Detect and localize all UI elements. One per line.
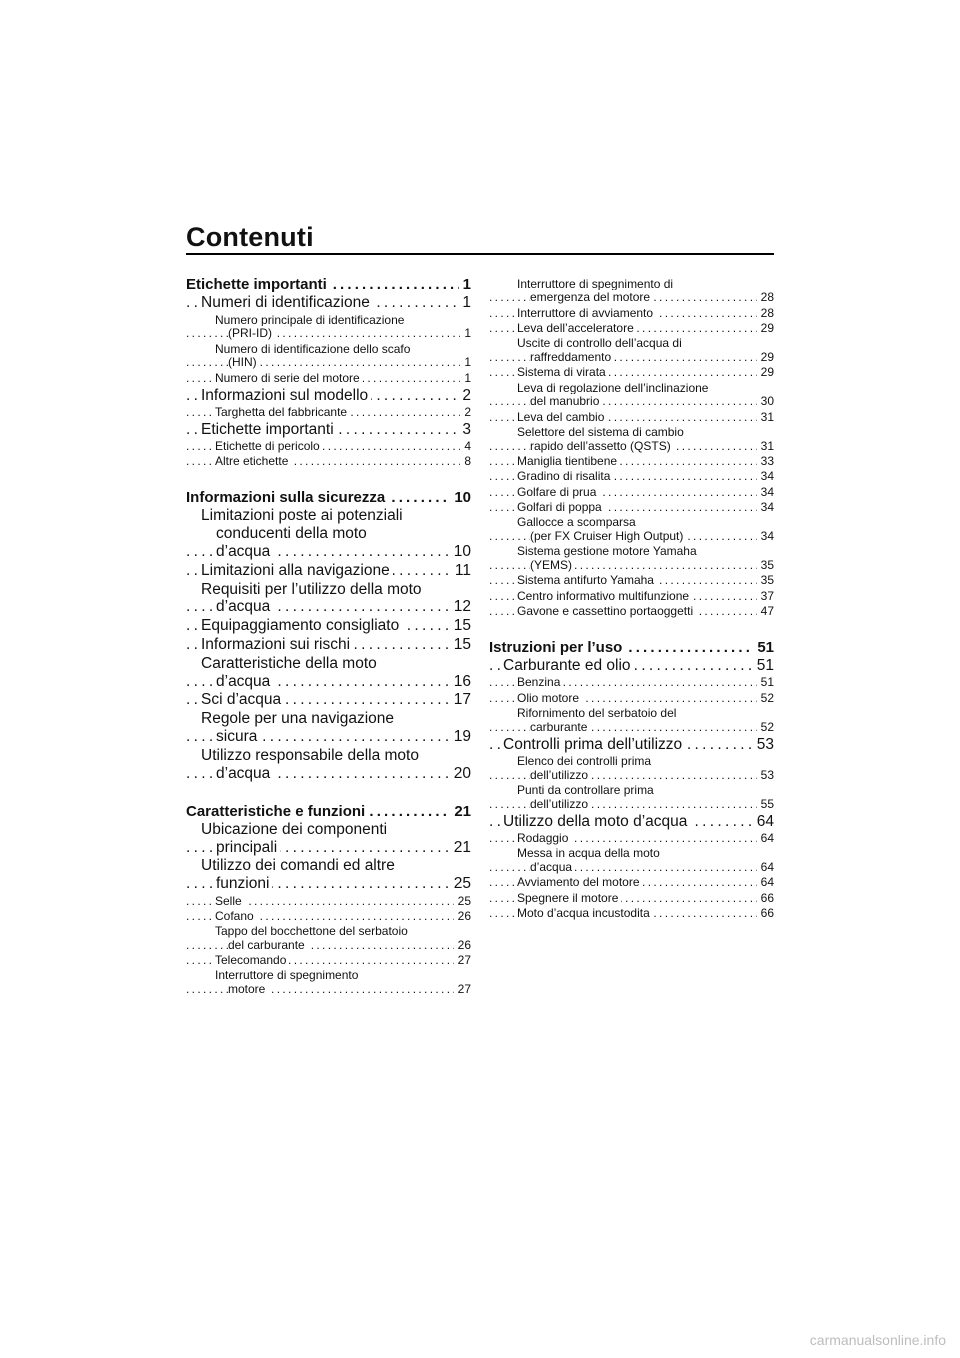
toc-page-number: 10 — [450, 543, 471, 561]
toc-entry-level-3[interactable] — [186, 440, 471, 454]
toc-entry-title: (YEMS) — [530, 558, 575, 572]
toc-page-number: 28 — [757, 307, 774, 321]
toc-entry-level-3[interactable] — [186, 910, 471, 924]
toc-entry-level-3[interactable] — [489, 366, 774, 380]
toc-entry-level-3[interactable] — [489, 574, 774, 588]
toc-entry-title: Numero principale di identificazione — [215, 314, 407, 327]
toc-entry-title: Selle — [215, 895, 245, 908]
toc-entry-level-2[interactable] — [186, 387, 471, 405]
toc-entry-title: Altre etichette — [215, 455, 291, 468]
toc-page-number: 10 — [450, 489, 471, 506]
toc-entry-level-2[interactable] — [186, 821, 471, 857]
toc-entry-level-3[interactable] — [489, 605, 774, 619]
toc-page-number: 15 — [450, 617, 471, 635]
toc-entry-level-3[interactable] — [489, 382, 774, 410]
toc-entry-level-2[interactable] — [186, 421, 471, 439]
toc-entry-title: Targhetta del fabbricante — [215, 406, 350, 419]
toc-entry-title: raffreddamento — [530, 350, 614, 364]
toc-page-number: 3 — [458, 421, 471, 439]
toc-entry-title: Interruttore di spegnimento di — [517, 278, 676, 291]
toc-entry-title: Golfari di poppa — [517, 501, 605, 514]
toc-page-number: 12 — [450, 598, 471, 616]
toc-entry-level-2[interactable] — [186, 710, 471, 746]
toc-entry-title: d’acqua — [216, 598, 273, 615]
toc-entry-title: Informazioni sul modello — [201, 387, 371, 404]
toc-entry-title: Sci d’acqua — [201, 691, 284, 708]
toc-entry-level-2[interactable] — [186, 747, 471, 783]
toc-entry-level-3[interactable] — [489, 676, 774, 690]
toc-entry-title: dell’utilizzo — [530, 797, 591, 811]
toc-entry-title: Istruzioni per l’uso — [489, 639, 625, 656]
toc-entry-title: Utilizzo della moto d’acqua — [503, 813, 690, 830]
toc-page-number: 21 — [450, 803, 471, 820]
toc-entry-title: Gradino di risalita — [517, 470, 613, 483]
toc-page-number: 37 — [757, 590, 774, 604]
toc-entry-title: Ubicazione dei componenti — [201, 821, 390, 838]
toc-entry-title: Numero di identificazione dello scafo — [215, 343, 413, 356]
toc-page-number: 26 — [454, 939, 471, 953]
toc-entry-title: motore — [228, 982, 268, 996]
toc-entry-title: Uscite di controllo dell’acqua di — [517, 337, 685, 350]
toc-page-number: 25 — [450, 875, 471, 893]
toc-entry-title: d’acqua — [216, 673, 273, 690]
toc-page-number: 28 — [757, 291, 774, 305]
toc-entry-title: rapido dell’assetto (QSTS) — [530, 439, 674, 453]
toc-entry-level-2[interactable] — [186, 294, 471, 312]
toc-page-number: 4 — [460, 440, 471, 454]
toc-entry-level-2[interactable] — [186, 562, 471, 580]
toc-entry-title: (HIN) — [228, 355, 260, 369]
toc-page-number: 27 — [454, 954, 471, 968]
toc-entry-title: Regole per una navigazione — [201, 710, 397, 727]
toc-page-number: 31 — [757, 411, 774, 425]
toc-entry-level-3[interactable] — [186, 343, 471, 371]
toc-column-left — [186, 276, 471, 997]
toc-entry-title: Leva di regolazione dell’inclinazione — [517, 382, 711, 395]
toc-entry-title: Sistema di virata — [517, 366, 609, 379]
toc-page-number: 53 — [757, 769, 774, 783]
toc-entry-title: Sistema antifurto Yamaha — [517, 574, 657, 587]
toc-entry-title: Caratteristiche della moto — [201, 655, 380, 672]
toc-entry-title: Rodaggio — [517, 832, 571, 845]
toc-entry-level-3[interactable] — [489, 307, 774, 321]
toc-page-number: 15 — [450, 636, 471, 654]
toc-entry-level-3[interactable] — [489, 337, 774, 365]
toc-entry-level-3[interactable] — [186, 406, 471, 420]
title-rule — [186, 253, 774, 255]
toc-entry-level-3[interactable] — [489, 455, 774, 469]
toc-entry-title: sicura — [216, 728, 260, 745]
toc-page-number: 52 — [757, 721, 774, 735]
toc-entry-level-3[interactable] — [489, 755, 774, 783]
toc-entry-title: Benzina — [517, 676, 563, 689]
toc-entry-title: Leva del cambio — [517, 411, 607, 424]
toc-page-number: 1 — [460, 327, 471, 341]
toc-page-number: 34 — [757, 501, 774, 515]
toc-entry-level-3[interactable] — [489, 590, 774, 604]
toc-entry-title: Controlli prima dell’utilizzo — [503, 736, 685, 753]
toc-entry-title: Informazioni sulla sicurezza — [186, 489, 388, 506]
toc-entry-level-2[interactable] — [489, 813, 774, 831]
toc-page-number: 34 — [757, 530, 774, 544]
toc-page-number: 47 — [757, 605, 774, 619]
toc-entry-title: del manubrio — [530, 394, 602, 408]
toc-entry-level-3[interactable] — [186, 925, 471, 953]
toc-page-number: 26 — [454, 910, 471, 924]
toc-entry-level-2[interactable] — [186, 857, 471, 893]
toc-entry-title: Informazioni sui rischi — [201, 636, 353, 653]
toc-entry-title: Limitazioni poste ai potenziali — [201, 507, 406, 524]
toc-entry-level-3[interactable] — [489, 486, 774, 500]
toc-entry-level-3[interactable] — [186, 455, 471, 469]
page-title: Contenuti — [186, 222, 314, 252]
toc-entry-title: Etichette di pericolo — [215, 440, 323, 453]
toc-entry-title: d’acqua — [216, 543, 273, 560]
toc-page-number: 19 — [450, 728, 471, 746]
toc-entry-title: Maniglia tientibene — [517, 455, 620, 468]
toc-entry-level-3[interactable] — [489, 692, 774, 706]
toc-page-number: 1 — [460, 356, 471, 370]
toc-entry-title: Avviamento del motore — [517, 876, 643, 889]
toc-entry-title: Telecomando — [215, 954, 289, 967]
toc-entry-title: dell’utilizzo — [530, 768, 591, 782]
toc-page-number: 51 — [753, 657, 774, 675]
toc-entry-level-2[interactable] — [186, 691, 471, 709]
toc-entry-level-1[interactable] — [186, 276, 471, 293]
toc-entry-title: d’acqua — [530, 860, 575, 874]
toc-entry-title: Cofano — [215, 910, 257, 923]
toc-page-number: 66 — [757, 907, 774, 921]
toc-page-number: 20 — [450, 765, 471, 783]
toc-entry-title: Centro informativo multifunzione — [517, 590, 692, 603]
toc-entry-level-3[interactable] — [489, 892, 774, 906]
toc-page-number: 30 — [757, 395, 774, 409]
toc-entry-level-3[interactable] — [186, 372, 471, 386]
toc-entry-level-3[interactable] — [489, 470, 774, 484]
toc-page-number: 34 — [757, 470, 774, 484]
toc-page-number: 51 — [753, 639, 774, 656]
toc-page-number: 2 — [460, 406, 471, 420]
toc-entry-level-3[interactable] — [186, 969, 471, 997]
toc-page-number: 29 — [757, 351, 774, 365]
toc-entry-title: Interruttore di avviamento — [517, 307, 656, 320]
toc-entry-level-3[interactable] — [489, 426, 774, 454]
toc-entry-level-3[interactable] — [489, 847, 774, 875]
toc-entry-title: Sistema gestione motore Yamaha — [517, 545, 700, 558]
toc-entry-title: Spegnere il motore — [517, 892, 621, 905]
toc-page-number: 34 — [757, 486, 774, 500]
toc-entry-level-3[interactable] — [489, 545, 774, 573]
toc-page-number: 66 — [757, 892, 774, 906]
toc-entry-title: Limitazioni alla navigazione — [201, 562, 393, 579]
toc-entry-level-3[interactable] — [186, 895, 471, 909]
toc-entry-title: Elenco dei controlli prima — [517, 755, 654, 768]
toc-entry-level-3[interactable] — [489, 784, 774, 812]
toc-entry-level-2[interactable] — [186, 507, 471, 560]
toc-page-number: 1 — [460, 372, 471, 386]
toc-entry-title: (PRI-ID) — [228, 326, 275, 340]
toc-entry-title: Numeri di identificazione — [201, 294, 373, 311]
toc-entry-level-2[interactable] — [489, 736, 774, 754]
toc-entry-title: Golfare di prua — [517, 486, 599, 499]
toc-entry-title: del carburante — [228, 938, 308, 952]
toc-entry-level-3[interactable] — [489, 411, 774, 425]
toc-page-number: 33 — [757, 455, 774, 469]
toc-page-number: 35 — [757, 574, 774, 588]
toc-page-number: 2 — [458, 387, 471, 405]
toc-entry-level-3[interactable] — [186, 954, 471, 968]
toc-entry-title: funzioni — [216, 875, 272, 892]
toc-entry-title: Equipaggiamento consigliato — [201, 617, 402, 634]
toc-page-number: 25 — [454, 895, 471, 909]
toc-entry-title: Utilizzo responsabile della moto — [201, 747, 422, 764]
toc-entry-level-1[interactable] — [186, 803, 471, 820]
toc-entry-level-2[interactable] — [186, 617, 471, 635]
toc-entry-level-2[interactable] — [489, 657, 774, 675]
toc-entry-title: Olio motore — [517, 692, 582, 705]
toc-page-number: 53 — [753, 736, 774, 754]
toc-entry-title: Punti da controllare prima — [517, 784, 657, 797]
toc-page-number: 8 — [460, 455, 471, 469]
toc-entry-title: Tappo del bocchettone del serbatoio — [215, 925, 411, 938]
toc-page-number: 1 — [459, 276, 471, 293]
toc-entry-title: d’acqua — [216, 765, 273, 782]
toc-entry-level-1[interactable] — [489, 639, 774, 656]
toc-page-number: 51 — [757, 676, 774, 690]
toc-entry-title: carburante — [530, 720, 590, 734]
toc-entry-title: Caratteristiche e funzioni — [186, 803, 368, 820]
toc-entry-level-3[interactable] — [489, 876, 774, 890]
toc-entry-level-3[interactable] — [489, 707, 774, 735]
toc-page-number: 64 — [757, 876, 774, 890]
toc-entry-title: Leva dell’acceleratore — [517, 322, 637, 335]
toc-page-number: 17 — [450, 691, 471, 709]
toc-entry-title: Rifornimento del serbatoio del — [517, 707, 679, 720]
toc-page-number: 31 — [757, 440, 774, 454]
toc-page-number: 16 — [450, 673, 471, 691]
toc-entry-level-3[interactable] — [489, 501, 774, 515]
toc-entry-level-2[interactable] — [186, 581, 471, 617]
toc-entry-title: Carburante ed olio — [503, 657, 634, 674]
toc-page-number: 64 — [757, 861, 774, 875]
toc-entry-level-3[interactable] — [489, 907, 774, 921]
toc-page-number: 52 — [757, 692, 774, 706]
toc-entry-level-3[interactable] — [489, 278, 774, 306]
toc-page-number: 55 — [757, 798, 774, 812]
toc-page-number: 11 — [451, 562, 471, 580]
toc-page-number: 29 — [757, 366, 774, 380]
toc-entry-title: Numero di serie del motore — [215, 372, 363, 385]
toc-page-number: 21 — [450, 839, 471, 857]
toc-entry-level-2[interactable] — [186, 655, 471, 691]
toc-entry-title: Interruttore di spegnimento — [215, 969, 361, 982]
toc-entry-title: Gallocce a scomparsa — [517, 516, 639, 529]
toc-entry-title: Selettore del sistema di cambio — [517, 426, 687, 439]
toc-page-number: 35 — [757, 559, 774, 573]
toc-entry-level-3[interactable] — [489, 516, 774, 544]
toc-page-number: 1 — [458, 294, 471, 312]
toc-entry-title: Gavone e cassettino portaoggetti — [517, 605, 696, 618]
toc-entry-title: Requisiti per l’utilizzo della moto — [201, 581, 425, 598]
toc-entry-title: Moto d’acqua incustodita — [517, 907, 653, 920]
toc-entry-title: Etichette importanti — [186, 276, 330, 293]
toc-entry-level-3[interactable] — [489, 322, 774, 336]
toc-entry-level-3[interactable] — [489, 832, 774, 846]
toc-column-right — [489, 276, 774, 921]
watermark: carmanualsonline.info — [809, 1332, 946, 1348]
toc-entry-level-2[interactable] — [186, 636, 471, 654]
toc-entry-title: Etichette importanti — [201, 421, 337, 438]
toc-page-number: 64 — [757, 832, 774, 846]
toc-entry-title: (per FX Cruiser High Output) — [530, 529, 686, 543]
toc-entry-title: Utilizzo dei comandi ed altre — [201, 857, 398, 874]
toc-entry-title: conducenti della moto — [216, 525, 370, 542]
toc-page-number: 27 — [454, 983, 471, 997]
toc-entry-level-3[interactable] — [186, 314, 471, 342]
toc-page-number: 64 — [753, 813, 774, 831]
toc-entry-level-1[interactable] — [186, 489, 471, 506]
toc-entry-title: principali — [216, 839, 280, 856]
toc-entry-title: emergenza del motore — [530, 290, 653, 304]
toc-entry-title: Messa in acqua della moto — [517, 847, 663, 860]
toc-page-number: 29 — [757, 322, 774, 336]
